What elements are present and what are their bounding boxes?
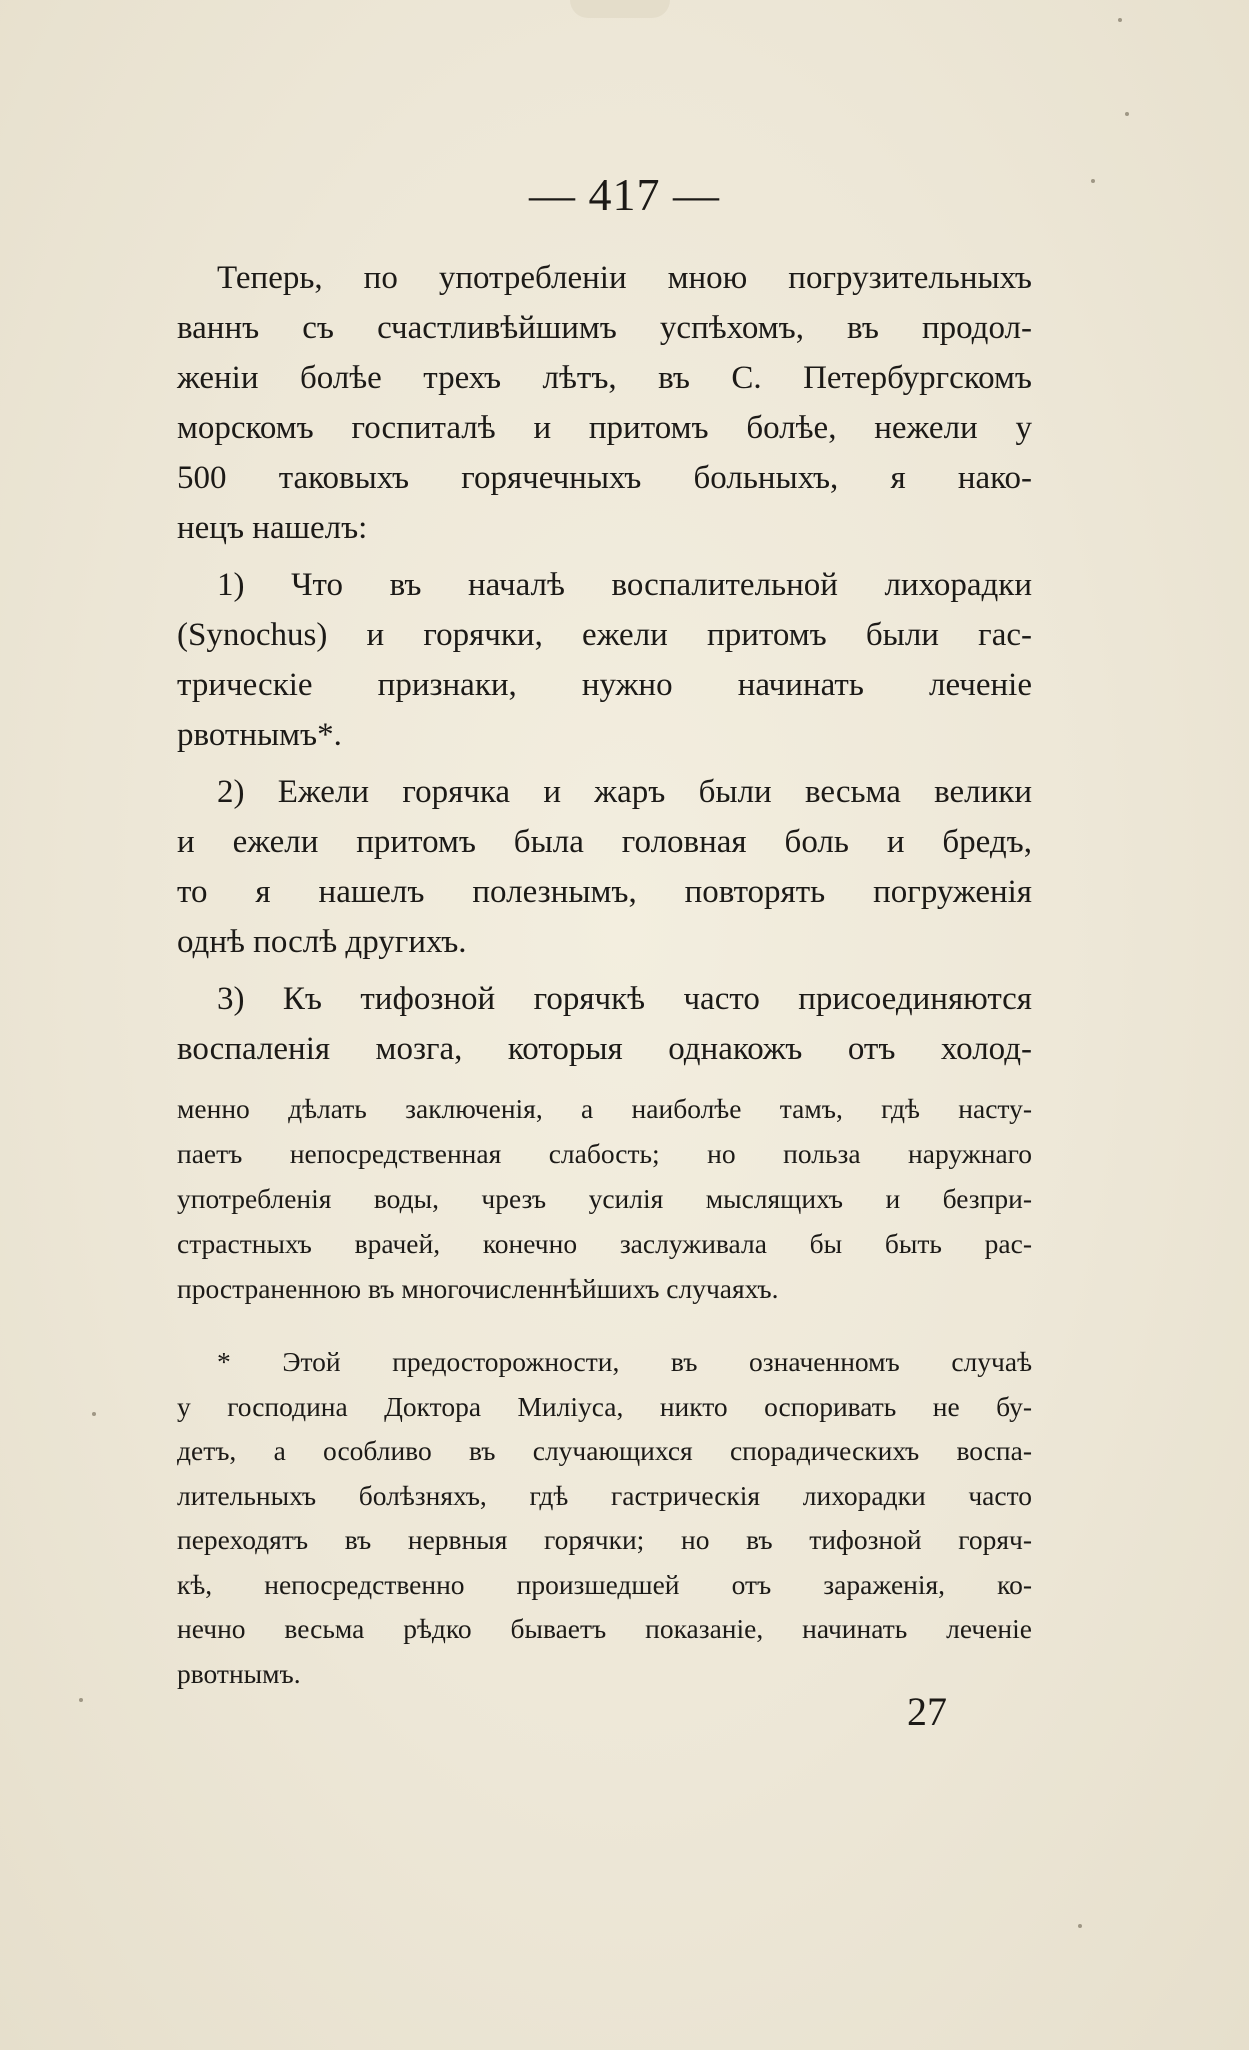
text-line: паетъ непосредственная слабость; но польза наружнаго [177,1138,1032,1169]
text-line: нечно весьма рѣдко бываетъ показаніе, начинать леченіе [177,1613,1032,1644]
text-line: лительныхъ болѣзняхъ, гдѣ гастрическія лихорадки часто [177,1479,1032,1511]
text-line: детъ, а особливо въ случающихся спорадическихъ воспа- [177,1435,1032,1466]
text-line: кѣ, непосредственно произшедшей отъ зараженія, ко- [177,1568,1032,1600]
text-line: 3) Къ тифозной горячкѣ часто присоединяются [217,981,1032,1017]
paper-speck [79,1698,83,1702]
text-line: 1) Что въ началѣ воспалительной лихорадки [217,567,1032,603]
text-line: трическіе признаки, нужно начинать леченіе [177,667,1032,703]
paper-speck [1091,179,1095,183]
paper-speck [1118,18,1122,22]
paper-speck [1125,112,1129,116]
footnote-block [177,1340,1032,1696]
text-line: Теперь, по употребленіи мною погрузительныхъ [217,260,1032,296]
text-line: (Synochus) и горячки, ежели притомъ были гас- [177,617,1032,653]
text-line: рвотнымъ. [177,1657,301,1689]
text-line: * Этой предосторожности, въ означенномъ случаѣ [217,1346,1032,1377]
text-line: менно дѣлать заключенія, а наиболѣе тамъ, гдѣ насту- [177,1093,1032,1124]
paragraph-point-3 [177,974,1032,1074]
paragraph-intro [177,253,1032,553]
text-line: страстныхъ врачей, конечно заслуживала бы быть рас- [177,1228,1032,1259]
page-number-header: — 417 — [529,169,720,220]
paper-speck [92,1412,96,1416]
text-line: переходятъ въ нервныя горячки; но въ тифозной горяч- [177,1524,1032,1555]
text-line: 500 таковыхъ горячечныхъ больныхъ, я нако- [177,460,1032,496]
text-line: у господина Доктора Миліуса, никто оспоривать не бу- [177,1390,1032,1422]
paragraph-point-2 [177,767,1032,967]
paragraph-continuation [177,1086,1032,1311]
footnote-paragraph [177,1340,1032,1696]
text-line: женіи болѣе трехъ лѣтъ, въ С. Петербургскомъ [177,360,1032,396]
text-line: пространенною въ многочисленнѣйшихъ случаяхъ. [177,1273,779,1304]
text-line: ваннъ съ счастливѣйшимъ успѣхомъ, въ продол- [177,310,1032,346]
text-line: нецъ нашелъ: [177,510,368,546]
paragraph-point-1 [177,560,1032,760]
page-edge-mark [570,0,670,18]
text-line: однѣ послѣ другихъ. [177,924,467,960]
text-line: то я нашелъ полезнымъ, повторять погруженія [177,874,1032,910]
text-line: употребленія воды, чрезъ усилія мыслящихъ и безпри- [177,1183,1032,1214]
main-text-block [177,253,1032,1074]
paper-speck [1078,1924,1082,1928]
small-text-block [177,1086,1032,1311]
signature-number: 27 [907,1689,947,1734]
text-line: воспаленія мозга, которыя однакожъ отъ холод- [177,1031,1032,1067]
text-line: 2) Ежели горячка и жаръ были весьма велики [217,774,1032,810]
text-line: рвотнымъ*. [177,717,342,753]
text-line: и ежели притомъ была головная боль и бредъ, [177,824,1032,860]
text-line: морскомъ госпиталѣ и притомъ болѣе, нежели у [177,410,1032,446]
